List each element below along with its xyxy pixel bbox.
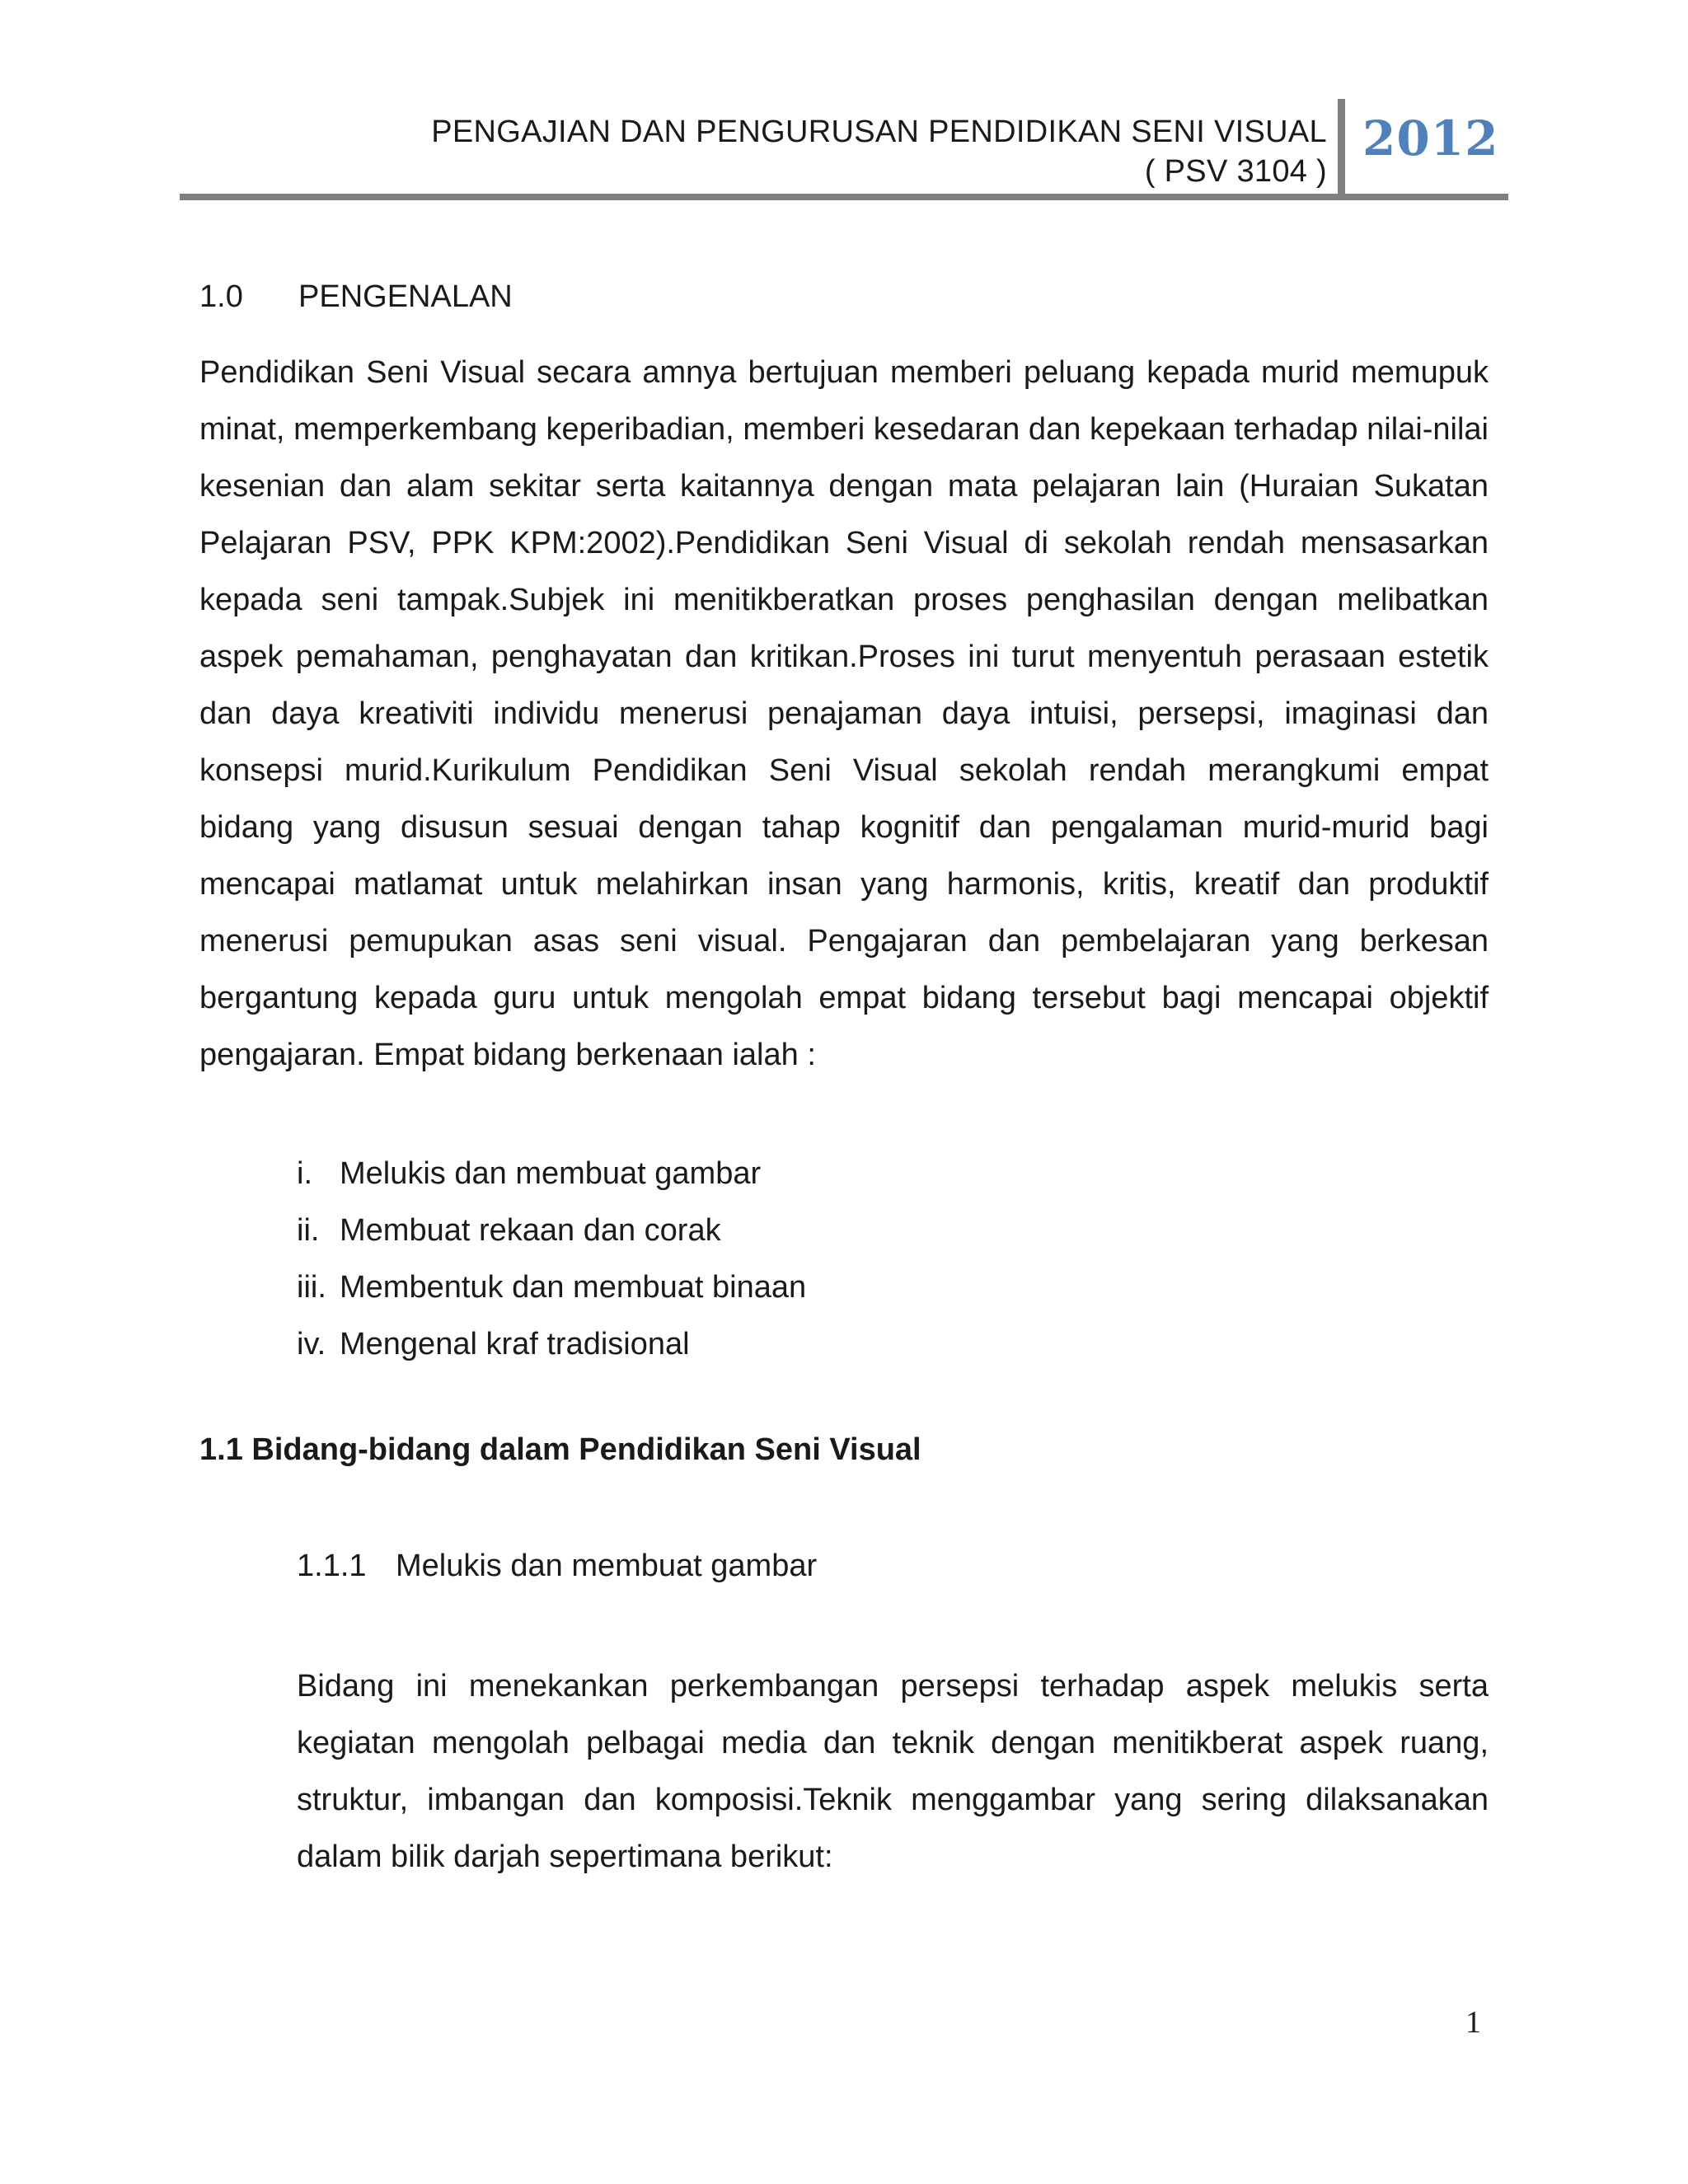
header-year: 2012 (1362, 110, 1499, 166)
list-item-text: Mengenal kraf tradisional (340, 1327, 690, 1361)
intro-paragraph: Pendidikan Seni Visual secara amnya bertujuan memberi peluang kepada murid memupuk minat, memperkembang keperibadian, memberi kesedaran dan kepekaan terhadap nilai-nilai kesenian dan alam sekitar serta kaitannya dengan mata pelajaran lain (Huraian Sukatan Pelajaran PSV, PPK KPM:2002).Pendidikan Seni Visual di sekolah rendah mensasarkan kepada seni tampak.Subjek ini menitikberatkan proses penghasilan dengan melibatkan aspek pemahaman, penghayatan dan kritikan.Proses ini turut menyentuh perasaan estetik dan daya kreativiti individu menerusi penajaman daya intuisi, persepsi, imaginasi dan konsepsi murid.Kurikulum Pendidikan Seni Visual sekolah rendah merangkumi empat bidang yang disusun sesuai dengan tahap kognitif dan pengalaman murid-murid bagi mencapai matlamat untuk melahirkan insan yang harmonis, kritis, kreatif dan produktif menerusi pemupukan asas seni visual. Pengajaran dan pembelajaran yang berkesan bergantung kepada guru untuk mengolah empat bidang tersebut bagi mencapai objektif pengajaran. Empat bidang berkenaan ialah : (199, 355, 1489, 1072)
subsubsection-heading (297, 1546, 817, 1586)
section-heading (199, 277, 513, 316)
header-divider (1338, 99, 1345, 196)
list-item-text: Membentuk dan membuat binaan (340, 1270, 807, 1305)
list-item (297, 1259, 806, 1316)
list-item-text: Melukis dan membuat gambar (340, 1156, 762, 1191)
subsubsection-number: 1.1.1 (297, 1549, 367, 1583)
list-item-text: Membuat rekaan dan corak (340, 1213, 721, 1248)
section-title: PENGENALAN (298, 279, 513, 314)
bidang-list (297, 1146, 806, 1373)
section-number: 1.0 (199, 279, 243, 314)
list-marker: i. (297, 1156, 312, 1191)
header-title-line1: PENGAJIAN DAN PENGURUSAN PENDIDIKAN SENI VISUAL (431, 115, 1327, 149)
subsubsection-title: Melukis dan membuat gambar (396, 1549, 818, 1583)
list-item (297, 1146, 806, 1202)
list-item (297, 1202, 806, 1259)
page-number: 1 (1465, 2005, 1481, 2040)
subsection-heading: 1.1 Bidang-bidang dalam Pendidikan Seni Visual (199, 1432, 921, 1467)
list-marker: iii. (297, 1270, 326, 1305)
header-title-line2: ( PSV 3104 ) (1144, 154, 1327, 189)
page-header (180, 99, 1508, 198)
header-rule (180, 194, 1508, 200)
list-marker: iv. (297, 1327, 326, 1361)
list-marker: ii. (297, 1213, 320, 1248)
subsection-paragraph: Bidang ini menekankan perkembangan persepsi terhadap aspek melukis serta kegiatan mengolah pelbagai media dan teknik dengan menitikberat aspek ruang, struktur, imbangan dan komposisi.Teknik menggambar yang sering dilaksanakan dalam bilik darjah sepertimana berikut: (297, 1669, 1489, 1874)
header-title (431, 112, 1327, 191)
list-item (297, 1316, 806, 1373)
